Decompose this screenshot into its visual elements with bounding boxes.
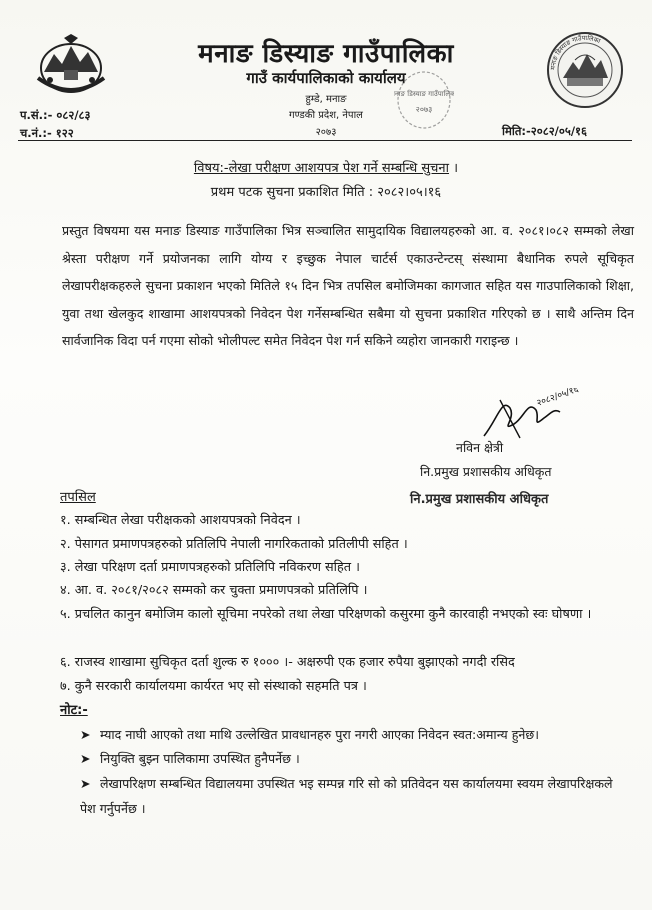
arrow-bullet-icon: ➤ <box>80 727 91 742</box>
list-item: ४. आ. व. २०८१/२०८२ सम्मको कर चुक्ता प्रमाणपत्रको प्रतिलिपि । <box>60 583 368 598</box>
notice-subject <box>0 158 652 176</box>
list-item: ५. प्रचलित कानुन बमोजिम कालो सूचिमा नपरेको तथा लेखा परिक्षणको कसुरमा कुनै कारवाही नभएको स्वः घोषणा । <box>60 607 592 622</box>
seal-text: मनाङ डिस्याङ गाउँपालिका <box>548 33 602 71</box>
reference-number: प.सं.:- ०८२/८३ <box>20 108 91 122</box>
signature-date: २०८२/०५/१६ <box>535 388 580 409</box>
note-text: नियुक्ति बुझ्न पालिकामा उपस्थित हुनैपर्नेछ । <box>100 751 300 766</box>
issue-date: मिति:-२०८२/०५/१६ <box>502 124 588 138</box>
address-line1: हुम्डे, मनाङ <box>305 94 347 105</box>
stamp-year: २०७३ <box>415 105 433 114</box>
notice-body: प्रस्तुत विषयमा यस मनाङ डिस्याङ गाउँपालिका भित्र सञ्चालित सामुदायिक विद्यालयहरुको आ. व. २०८१।०८२ सम्मको लेखा श्रेस्ता परीक्षण गर्ने प्रयोजनका लागि योग्य र इच्छुक नेपाल चार्टर्स एकाउन्टेन्टस् संस्थामा बैधानिक रुपले सूचिकृत लेखापरीक्षकहरुले सुचना प्रकाशन भएको मितिले १५ दिन भित्र तपसिल बमोजिमका कागजात सहित यस गाउपालिकाको शिक्षा, युवा तथा खेलकुद शाखामा आशयपत्रको निवेदन पेश गर्नेसम्बन्धित सबैमा यो सुचना प्रकाशित गरिएको छ । साथै अन्तिम दिन सार्वजानिक विदा पर्न गएमा सोको भोलीपल्ट समेत निवेदन पेश गर्न सकिने व्यहोरा जानकारी गराइन्छ । <box>62 223 634 348</box>
list-item: १. सम्बन्धित लेखा परीक्षकको आशयपत्रको निवेदन । <box>60 513 301 528</box>
list-item: ३. लेखा परिक्षण दर्ता प्रमाणपत्रहरुको प्रतिलिपि नविकरण सहित । <box>60 560 361 575</box>
first-published-date: प्रथम पटक सुचना प्रकाशित मिति : २०८२।०५।१६ <box>210 185 442 200</box>
list-item: २. पेसागत प्रमाणपत्रहरुको प्रतिलिपि नेपाली नागरिकताको प्रतिलीपी सहित । <box>60 537 408 552</box>
established-year: २०७३ <box>315 127 337 138</box>
header-divider <box>18 140 632 141</box>
list-item: ७. कुनै सरकारी कार्यालयमा कार्यरत भए सो संस्थाको सहमति पत्र । <box>60 679 367 694</box>
office-stamp <box>394 62 454 132</box>
note-text: म्याद नाघी आएको तथा माथि उल्लेखित प्रावधानहरु पुरा नगरी आएका निवेदन स्वत:अमान्य हुनेछ। <box>100 727 539 742</box>
signatory-role: नि.प्रमुख प्रशासकीय अधिकृत <box>420 464 552 479</box>
address-line2: गण्डकी प्रदेश, नेपाल <box>289 110 363 121</box>
arrow-bullet-icon: ➤ <box>80 776 91 791</box>
tapasil-heading: तपसिल <box>60 490 96 505</box>
arrow-bullet-icon: ➤ <box>80 751 91 766</box>
list-item <box>80 771 632 821</box>
page-title: मनाङ डिस्याङ गाउँपालिका <box>198 39 454 69</box>
list-item: ६. राजस्व शाखामा सुचिकृत दर्ता शुल्क रु १००० ।- अक्षरुपी एक हजार रुपैया बुझाएको नगदी रसिद <box>60 655 515 670</box>
list-item <box>80 747 632 770</box>
stamp-text: मनाङ डिस्याङ गाउँपालिका <box>394 90 454 98</box>
note-text: लेखापरिक्षण सम्बन्धित विद्यालयमा उपस्थित भइ सम्पन्न गरि सो को प्रतिवेदन यस कार्यालयमा स्वयम लेखापरिक्षकले पेश गर्नुपर्नेछ । <box>80 776 613 816</box>
subject-text: विषय:-लेखा परीक्षण आशयपत्र पेश गर्ने सम्बन्धि सुचना <box>193 161 450 176</box>
signatory-name: नविन क्षेत्री <box>456 440 504 455</box>
subject-end: । <box>453 161 459 176</box>
notes-heading: नोट:- <box>60 703 88 718</box>
signatory-stamp-role: नि.प्रमुख प्रशासकीय अधिकृत <box>410 492 549 507</box>
dispatch-number: च.नं.:- १२२ <box>20 126 74 140</box>
office-subtitle: गाउँ कार्यपालिकाको कार्यालय <box>246 69 406 87</box>
list-item <box>80 723 632 746</box>
